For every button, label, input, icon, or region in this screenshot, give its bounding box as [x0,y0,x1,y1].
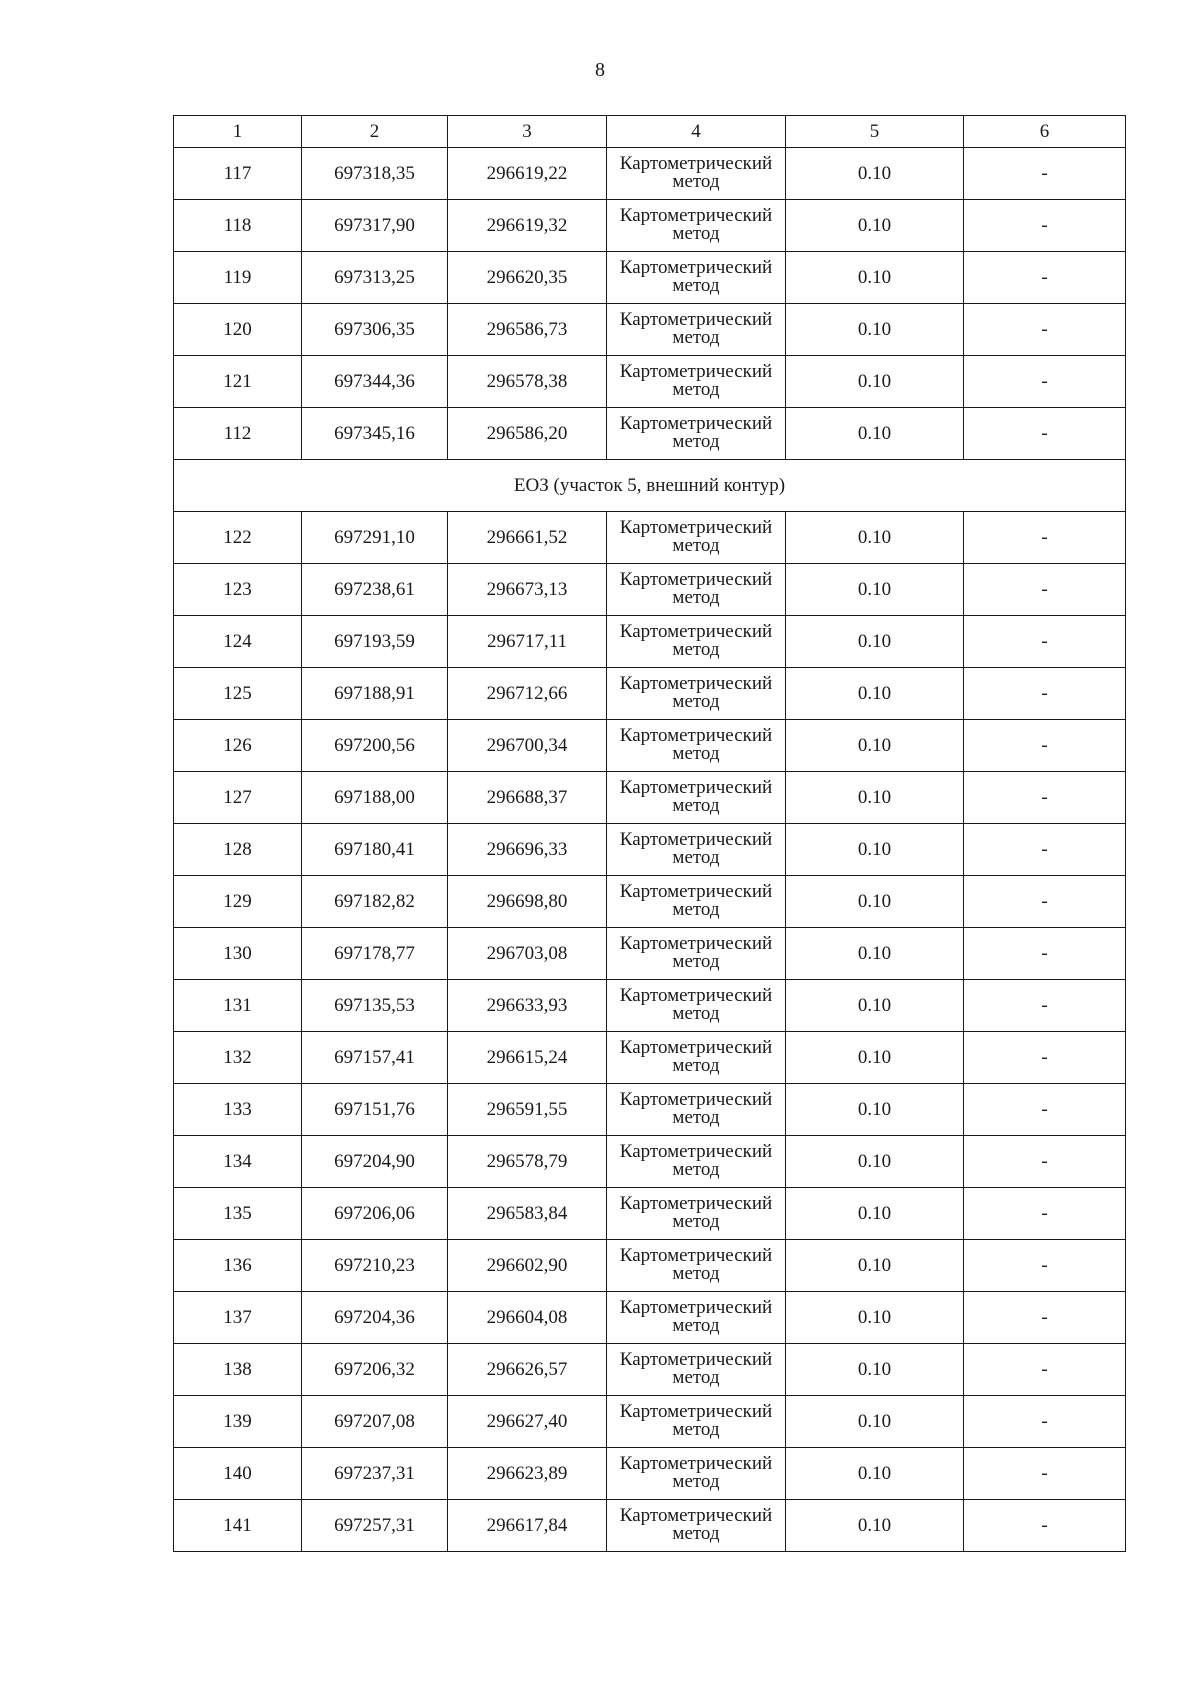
accuracy-cell: 0.10 [786,1292,964,1344]
x-coordinate-cell: 697206,32 [302,1344,448,1396]
method-text: Картометрический метод [619,1244,773,1284]
column-number: 1 [174,116,302,148]
method-cell [607,564,786,616]
note-cell: - [964,928,1126,980]
table-row [174,1396,1126,1448]
method-text: Картометрический метод [619,1504,773,1544]
x-coordinate-cell: 697206,06 [302,1188,448,1240]
table-row [174,1032,1126,1084]
note-cell: - [964,720,1126,772]
y-coordinate-cell: 296620,35 [448,252,607,304]
table-row [174,356,1126,408]
y-coordinate-cell: 296700,34 [448,720,607,772]
column-number: 4 [607,116,786,148]
accuracy-cell: 0.10 [786,928,964,980]
table-row [174,252,1126,304]
method-text: Картометрический метод [619,360,773,400]
method-cell [607,1084,786,1136]
point-number-cell: 112 [174,408,302,460]
method-cell [607,616,786,668]
method-text: Картометрический метод [619,828,773,868]
note-cell: - [964,1136,1126,1188]
method-text: Картометрический метод [619,724,773,764]
method-cell [607,824,786,876]
method-text: Картометрический метод [619,984,773,1024]
x-coordinate-cell: 697193,59 [302,616,448,668]
point-number-cell: 128 [174,824,302,876]
x-coordinate-cell: 697157,41 [302,1032,448,1084]
accuracy-cell: 0.10 [786,1344,964,1396]
table-row [174,148,1126,200]
point-number-cell: 139 [174,1396,302,1448]
table-row [174,772,1126,824]
method-text: Картометрический метод [619,1296,773,1336]
method-cell [607,200,786,252]
accuracy-cell: 0.10 [786,356,964,408]
method-text: Картометрический метод [619,152,773,192]
table-row [174,1188,1126,1240]
point-number-cell: 123 [174,564,302,616]
accuracy-cell: 0.10 [786,1136,964,1188]
y-coordinate-cell: 296712,66 [448,668,607,720]
note-cell: - [964,356,1126,408]
accuracy-cell: 0.10 [786,876,964,928]
table-row [174,980,1126,1032]
method-cell [607,928,786,980]
note-cell: - [964,980,1126,1032]
method-cell [607,1188,786,1240]
table-row [174,1448,1126,1500]
accuracy-cell: 0.10 [786,720,964,772]
method-cell [607,356,786,408]
method-text: Картометрический метод [619,204,773,244]
method-text: Картометрический метод [619,932,773,972]
note-cell: - [964,616,1126,668]
method-text: Картометрический метод [619,880,773,920]
point-number-cell: 130 [174,928,302,980]
accuracy-cell: 0.10 [786,980,964,1032]
method-text: Картометрический метод [619,308,773,348]
x-coordinate-cell: 697188,91 [302,668,448,720]
y-coordinate-cell: 296586,20 [448,408,607,460]
method-text: Картометрический метод [619,1140,773,1180]
method-text: Картометрический метод [619,620,773,660]
accuracy-cell: 0.10 [786,564,964,616]
point-number-cell: 127 [174,772,302,824]
y-coordinate-cell: 296591,55 [448,1084,607,1136]
point-number-cell: 138 [174,1344,302,1396]
method-text: Картометрический метод [619,776,773,816]
y-coordinate-cell: 296703,08 [448,928,607,980]
x-coordinate-cell: 697182,82 [302,876,448,928]
point-number-cell: 118 [174,200,302,252]
page-number: 8 [595,59,605,81]
x-coordinate-cell: 697151,76 [302,1084,448,1136]
accuracy-cell: 0.10 [786,1448,964,1500]
accuracy-cell: 0.10 [786,252,964,304]
note-cell: - [964,824,1126,876]
point-number-cell: 125 [174,668,302,720]
method-cell [607,408,786,460]
y-coordinate-cell: 296633,93 [448,980,607,1032]
y-coordinate-cell: 296583,84 [448,1188,607,1240]
note-cell: - [964,1344,1126,1396]
accuracy-cell: 0.10 [786,512,964,564]
x-coordinate-cell: 697210,23 [302,1240,448,1292]
method-cell [607,1500,786,1552]
x-coordinate-cell: 697237,31 [302,1448,448,1500]
x-coordinate-cell: 697200,56 [302,720,448,772]
y-coordinate-cell: 296623,89 [448,1448,607,1500]
method-text: Картометрический метод [619,672,773,712]
method-cell [607,1032,786,1084]
point-number-cell: 131 [174,980,302,1032]
y-coordinate-cell: 296698,80 [448,876,607,928]
accuracy-cell: 0.10 [786,304,964,356]
method-cell [607,148,786,200]
table-row [174,1292,1126,1344]
table-row [174,1344,1126,1396]
point-number-cell: 141 [174,1500,302,1552]
point-number-cell: 124 [174,616,302,668]
point-number-cell: 119 [174,252,302,304]
point-number-cell: 121 [174,356,302,408]
note-cell: - [964,1448,1126,1500]
y-coordinate-cell: 296602,90 [448,1240,607,1292]
note-cell: - [964,512,1126,564]
y-coordinate-cell: 296688,37 [448,772,607,824]
x-coordinate-cell: 697313,25 [302,252,448,304]
column-number-row [174,116,1126,148]
accuracy-cell: 0.10 [786,148,964,200]
note-cell: - [964,564,1126,616]
x-coordinate-cell: 697345,16 [302,408,448,460]
accuracy-cell: 0.10 [786,1500,964,1552]
method-text: Картометрический метод [619,1400,773,1440]
note-cell: - [964,668,1126,720]
column-number: 2 [302,116,448,148]
method-cell [607,252,786,304]
y-coordinate-cell: 296619,22 [448,148,607,200]
table-row [174,824,1126,876]
note-cell: - [964,1292,1126,1344]
point-number-cell: 134 [174,1136,302,1188]
y-coordinate-cell: 296696,33 [448,824,607,876]
x-coordinate-cell: 697291,10 [302,512,448,564]
method-text: Картометрический метод [619,1452,773,1492]
method-cell [607,1448,786,1500]
note-cell: - [964,304,1126,356]
point-number-cell: 120 [174,304,302,356]
note-cell: - [964,408,1126,460]
table-row [174,564,1126,616]
note-cell: - [964,1396,1126,1448]
y-coordinate-cell: 296617,84 [448,1500,607,1552]
table-row [174,408,1126,460]
accuracy-cell: 0.10 [786,1396,964,1448]
note-cell: - [964,1084,1126,1136]
method-cell [607,1292,786,1344]
point-number-cell: 132 [174,1032,302,1084]
point-number-cell: 126 [174,720,302,772]
method-cell [607,668,786,720]
point-number-cell: 129 [174,876,302,928]
point-number-cell: 140 [174,1448,302,1500]
note-cell: - [964,148,1126,200]
method-cell [607,1344,786,1396]
method-cell [607,720,786,772]
x-coordinate-cell: 697238,61 [302,564,448,616]
table-row [174,876,1126,928]
table-row [174,512,1126,564]
x-coordinate-cell: 697135,53 [302,980,448,1032]
y-coordinate-cell: 296615,24 [448,1032,607,1084]
note-cell: - [964,1500,1126,1552]
point-number-cell: 136 [174,1240,302,1292]
y-coordinate-cell: 296717,11 [448,616,607,668]
note-cell: - [964,1188,1126,1240]
section-title: ЕОЗ (участок 5, внешний контур) [174,460,1126,512]
y-coordinate-cell: 296673,13 [448,564,607,616]
point-number-cell: 122 [174,512,302,564]
accuracy-cell: 0.10 [786,772,964,824]
note-cell: - [964,200,1126,252]
x-coordinate-cell: 697207,08 [302,1396,448,1448]
method-text: Картометрический метод [619,568,773,608]
y-coordinate-cell: 296619,32 [448,200,607,252]
section-heading-row [174,460,1126,512]
x-coordinate-cell: 697204,36 [302,1292,448,1344]
table-row [174,928,1126,980]
y-coordinate-cell: 296627,40 [448,1396,607,1448]
column-number: 5 [786,116,964,148]
note-cell: - [964,876,1126,928]
table-row [174,668,1126,720]
table-row [174,1084,1126,1136]
y-coordinate-cell: 296604,08 [448,1292,607,1344]
x-coordinate-cell: 697344,36 [302,356,448,408]
point-number-cell: 133 [174,1084,302,1136]
y-coordinate-cell: 296586,73 [448,304,607,356]
x-coordinate-cell: 697204,90 [302,1136,448,1188]
table-row [174,720,1126,772]
coordinates-table [173,115,1126,1552]
method-cell [607,512,786,564]
x-coordinate-cell: 697180,41 [302,824,448,876]
accuracy-cell: 0.10 [786,200,964,252]
note-cell: - [964,772,1126,824]
coordinates-table-body [174,116,1126,1552]
x-coordinate-cell: 697318,35 [302,148,448,200]
method-text: Картометрический метод [619,516,773,556]
x-coordinate-cell: 697188,00 [302,772,448,824]
method-text: Картометрический метод [619,1192,773,1232]
y-coordinate-cell: 296626,57 [448,1344,607,1396]
table-row [174,1240,1126,1292]
method-text: Картометрический метод [619,412,773,452]
method-text: Картометрический метод [619,256,773,296]
method-text: Картометрический метод [619,1088,773,1128]
method-cell [607,1240,786,1292]
x-coordinate-cell: 697178,77 [302,928,448,980]
point-number-cell: 135 [174,1188,302,1240]
x-coordinate-cell: 697257,31 [302,1500,448,1552]
method-cell [607,1136,786,1188]
y-coordinate-cell: 296578,79 [448,1136,607,1188]
accuracy-cell: 0.10 [786,1240,964,1292]
accuracy-cell: 0.10 [786,1084,964,1136]
method-cell [607,772,786,824]
method-text: Картометрический метод [619,1348,773,1388]
point-number-cell: 137 [174,1292,302,1344]
method-cell [607,876,786,928]
table-row [174,1500,1126,1552]
accuracy-cell: 0.10 [786,408,964,460]
accuracy-cell: 0.10 [786,616,964,668]
y-coordinate-cell: 296661,52 [448,512,607,564]
y-coordinate-cell: 296578,38 [448,356,607,408]
method-cell [607,980,786,1032]
accuracy-cell: 0.10 [786,668,964,720]
table-row [174,304,1126,356]
note-cell: - [964,252,1126,304]
point-number-cell: 117 [174,148,302,200]
table-row [174,1136,1126,1188]
method-cell [607,304,786,356]
method-cell [607,1396,786,1448]
column-number: 6 [964,116,1126,148]
method-text: Картометрический метод [619,1036,773,1076]
x-coordinate-cell: 697306,35 [302,304,448,356]
note-cell: - [964,1032,1126,1084]
accuracy-cell: 0.10 [786,1032,964,1084]
accuracy-cell: 0.10 [786,1188,964,1240]
note-cell: - [964,1240,1126,1292]
table-row [174,616,1126,668]
accuracy-cell: 0.10 [786,824,964,876]
column-number: 3 [448,116,607,148]
x-coordinate-cell: 697317,90 [302,200,448,252]
table-row [174,200,1126,252]
